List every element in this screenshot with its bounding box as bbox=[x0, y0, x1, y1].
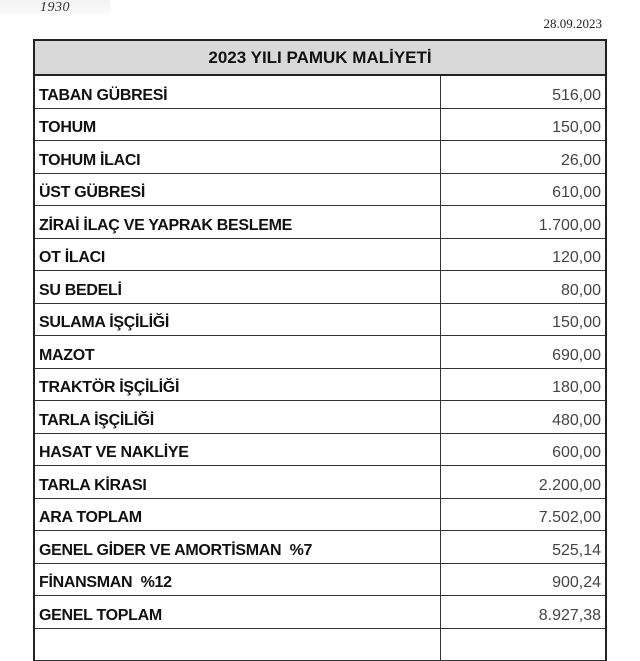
table-row bbox=[35, 434, 605, 467]
cost-item-value: 80,00 bbox=[441, 271, 605, 303]
cost-item-label bbox=[35, 629, 441, 661]
cost-item-value: 525,14 bbox=[441, 531, 605, 563]
table-row bbox=[35, 531, 605, 564]
cost-item-label: ÜST GÜBRESİ bbox=[35, 174, 441, 206]
table-row bbox=[35, 369, 605, 402]
cost-item-label: TOHUM bbox=[35, 109, 441, 141]
table-row bbox=[35, 596, 605, 629]
cost-item-label: HASAT VE NAKLİYE bbox=[35, 434, 441, 466]
cost-item-value: 1.700,00 bbox=[441, 206, 605, 238]
table-row bbox=[35, 336, 605, 369]
corner-number: 1930 bbox=[40, 0, 70, 16]
table-row bbox=[35, 239, 605, 272]
cost-item-label: MAZOT bbox=[35, 336, 441, 368]
table-row bbox=[35, 629, 605, 661]
cost-item-value: 2.200,00 bbox=[441, 466, 605, 498]
cost-item-value: 150,00 bbox=[441, 109, 605, 141]
cost-item-label: ZİRAİ İLAÇ VE YAPRAK BESLEME bbox=[35, 206, 441, 238]
cost-item-label: TARLA KİRASI bbox=[35, 466, 441, 498]
table-row bbox=[35, 109, 605, 142]
cost-item-label: TRAKTÖR İŞÇİLİĞİ bbox=[35, 369, 441, 401]
cost-item-label: SU BEDELİ bbox=[35, 271, 441, 303]
table-row bbox=[35, 206, 605, 239]
table-row bbox=[35, 466, 605, 499]
table-body bbox=[35, 76, 605, 661]
cost-item-label: TOHUM İLACI bbox=[35, 141, 441, 173]
table-title: 2023 YILI PAMUK MALİYETİ bbox=[35, 41, 605, 76]
cost-item-value: 180,00 bbox=[441, 369, 605, 401]
cost-item-value: 150,00 bbox=[441, 304, 605, 336]
cost-item-label: TARLA İŞÇİLİĞİ bbox=[35, 401, 441, 433]
cost-item-label: GENEL GİDER VE AMORTİSMAN %7 bbox=[35, 531, 441, 563]
table-row bbox=[35, 499, 605, 532]
table-row bbox=[35, 141, 605, 174]
table-row bbox=[35, 271, 605, 304]
table-row bbox=[35, 76, 605, 109]
cost-item-label: TABAN GÜBRESİ bbox=[35, 76, 441, 108]
table-row bbox=[35, 174, 605, 207]
document-date: 28.09.2023 bbox=[544, 16, 603, 32]
cost-item-value: 7.502,00 bbox=[441, 499, 605, 531]
table-row bbox=[35, 304, 605, 337]
cost-item-value: 480,00 bbox=[441, 401, 605, 433]
cost-item-value: 120,00 bbox=[441, 239, 605, 271]
cost-item-value: 690,00 bbox=[441, 336, 605, 368]
cost-item-label: OT İLACI bbox=[35, 239, 441, 271]
cost-item-label: SULAMA İŞÇİLİĞİ bbox=[35, 304, 441, 336]
cost-table bbox=[33, 39, 607, 661]
cost-item-label: GENEL TOPLAM bbox=[35, 596, 441, 628]
cost-item-value: 516,00 bbox=[441, 76, 605, 108]
table-row bbox=[35, 401, 605, 434]
table-row bbox=[35, 564, 605, 597]
cost-item-value: 900,24 bbox=[441, 564, 605, 596]
cost-item-value: 8.927,38 bbox=[441, 596, 605, 628]
cost-item-value: 600,00 bbox=[441, 434, 605, 466]
cost-item-label: FİNANSMAN %12 bbox=[35, 564, 441, 596]
cost-item-value: 26,00 bbox=[441, 141, 605, 173]
cost-item-value bbox=[441, 629, 605, 661]
cost-item-label: ARA TOPLAM bbox=[35, 499, 441, 531]
cost-item-value: 610,00 bbox=[441, 174, 605, 206]
